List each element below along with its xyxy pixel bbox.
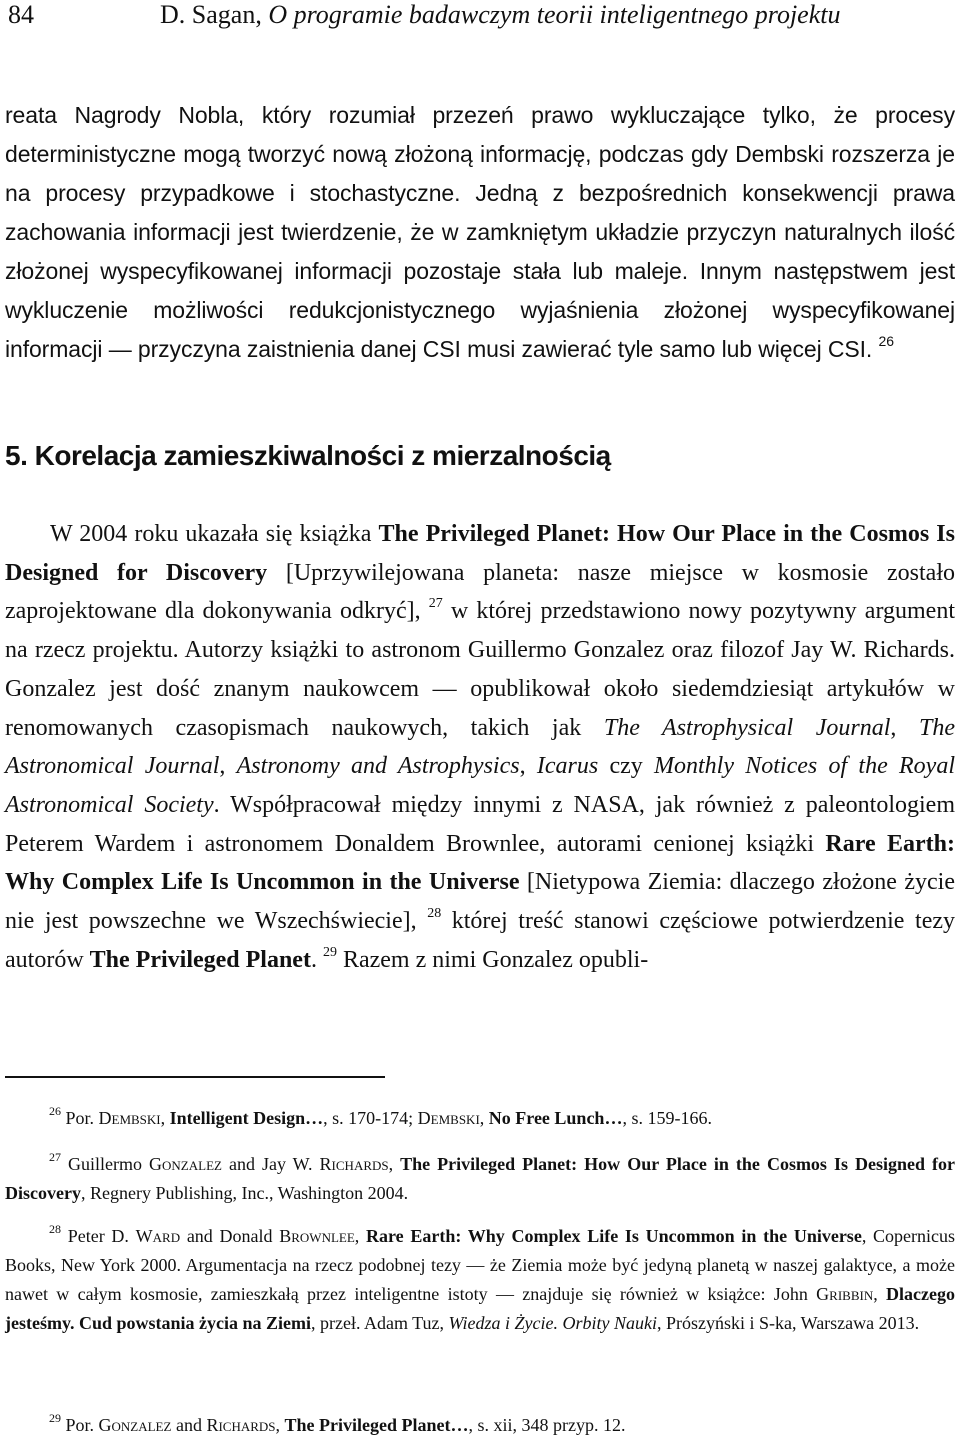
book-title: The Privileged Planet: How Our Place in the Cosmos Is Designed for Discovery [5,521,955,586]
text-run: Peter D. [61,1226,136,1246]
paragraph-1 [5,96,955,369]
footnote-28 [5,1222,955,1338]
footnote-ref-26: 26 [878,333,894,350]
text-run: czy [598,753,655,780]
footnote-number: 28 [49,1222,61,1236]
text-run: , s. xii, 348 przyp. 12. [468,1415,626,1435]
page-header [0,0,960,40]
text-run: , [275,1415,285,1435]
book-title: The Privileged Planet [89,946,311,973]
footnote-ref-27: 27 [428,596,443,612]
journal-title: The Astrophysical Journal [603,714,891,741]
journal-title: The Astronomical Journal [5,714,956,780]
author-name: Gonzalez [149,1154,222,1174]
running-head-title: O programie badawczym teorii inteligentnego projektu [268,0,841,29]
text-run: and [171,1415,207,1435]
journal-title: Astronomy and Astrophysics [236,753,520,780]
running-head-author: D. Sagan, [160,0,262,29]
text-run: . [310,946,317,973]
book-title: The Privileged Planet: How Our Place in the Cosmos Is Designed for Discovery [5,1154,955,1203]
text-run: w której przedstawiono nowy pozytywny argument na rzecz projektu. Autorzy książki to astronom Guillermo Gonzalez oraz filozof Jay W. Richards. Gonzalez jest dość znanym naukowcem — opublikował około siedemdziesiąt artykułów w renomowanych czasopismach naukowych, takich jak [5,598,956,741]
text-run: , [219,753,237,780]
text-run: and Jay W. [221,1154,320,1174]
book-title: The Privileged Planet… [284,1415,469,1435]
footnote-ref-29: 29 [322,944,337,960]
page-number: 84 [8,0,34,29]
running-head [160,0,840,30]
text-run: której treść stanowi częściowe potwierdzenie tezy autorów [5,908,955,973]
text-run: , s. 159-166. [622,1108,712,1128]
text-run: , przeł. Adam Tuz, [311,1313,449,1333]
author-name: Dembski [417,1108,480,1128]
text-run: , s. 170-174; [323,1108,418,1128]
text-run: , [160,1108,170,1128]
footnote-number: 29 [49,1411,61,1425]
text-run: Por. [61,1415,99,1435]
author-name: Gribbin [816,1284,874,1304]
journal-title: Monthly Notices of the Royal Astronomical Society [5,753,955,818]
footnote-29 [5,1411,955,1440]
text-run: , Copernicus Books, New York 2000. Argumentacja na rzecz podobnej tezy — że Ziemia może być jedyną planetą w naszej galaktyce, a może nawet w całym kosmosie, zamieszkałą przez inteligentne istoty — znajduje się również w książce: John [5,1226,956,1304]
paragraph-2 [5,515,955,979]
text-run: , Prószyński i S-ka, Warszawa 2013. [656,1313,920,1333]
text-run: , [479,1108,489,1128]
text-run: [Uprzywilejowana planeta: nasze miejsce w kosmosie zostało zaprojektowane dla dokonywania odkryć], [5,559,955,625]
text-run: , [388,1154,401,1174]
author-name: Richards [319,1154,389,1174]
author-name: Ward [135,1226,181,1246]
paragraph-1-text: reata Nagrody Nobla, który rozumiał przezeń prawo wykluczające tylko, że procesy deterministyczne mogą tworzyć nową złożoną informację, podczas gdy Dembski rozszerza je na procesy przypadkowe i stochastyczne. Jedną z bezpośrednich konsekwencji prawa zachowania informacji jest twierdzenie, że w zamkniętym układzie przyczyn naturalnych ilość złożonej wyspecyfikowanej informacji pozostaje stała lub maleje. Innym następstwem jest wykluczenie możliwości redukcjonistycznego wyjaśnienia złożonej wyspecyfikowanej informacji — przyczyna zaistnienia danej CSI musi zawierać tyle samo lub więcej CSI. [5,102,955,362]
text-run: Razem z nimi Gonzalez opubli- [336,946,649,973]
series-title: Wiedza i Życie. Orbity Nauki [448,1313,657,1333]
book-title: Dlaczego jesteśmy. Cud powstania życia na Ziemi [5,1284,956,1333]
book-title: Rare Earth: Why Complex Life Is Uncommon in the Universe [5,830,955,896]
book-title: No Free Lunch… [488,1108,623,1128]
author-name: Gonzalez [98,1415,172,1435]
text-run: . Współpracował między innymi z NASA, jak również z paleontologiem Peterem Wardem i astronomem Donaldem Brownlee, autorami cenionej książki [5,791,955,857]
footnote-separator [5,1076,385,1078]
text-run: , [519,753,537,780]
author-name: Brownlee [279,1226,355,1246]
footnote-number: 27 [49,1150,61,1164]
author-name: Richards [206,1415,276,1435]
footnote-27 [5,1150,955,1208]
author-name: Dembski [98,1108,161,1128]
text-run: Guillermo [61,1154,150,1174]
text-run: and Donald [180,1226,280,1246]
footnote-number: 26 [49,1104,61,1118]
text-run: Por. [61,1108,99,1128]
book-title: Intelligent Design… [169,1108,324,1128]
text-run: , Regnery Publishing, Inc., Washington 2004. [80,1183,409,1203]
text-run: , [873,1284,887,1304]
footnote-ref-28: 28 [427,906,442,922]
text-run: W 2004 roku ukazała się książka [50,521,379,547]
text-run: , [890,714,920,741]
journal-title: Icarus [536,753,599,780]
text-run: [Nietypowa Ziemia: dlaczego złożone życie nie jest powszechne we Wszechświecie], [5,869,955,935]
book-title: Rare Earth: Why Complex Life Is Uncommon in the Universe [366,1226,862,1246]
section-heading: 5. Korelacja zamieszkiwalności z mierzalnością [5,440,611,471]
footnote-26 [5,1104,955,1133]
text-run: , [354,1226,367,1246]
